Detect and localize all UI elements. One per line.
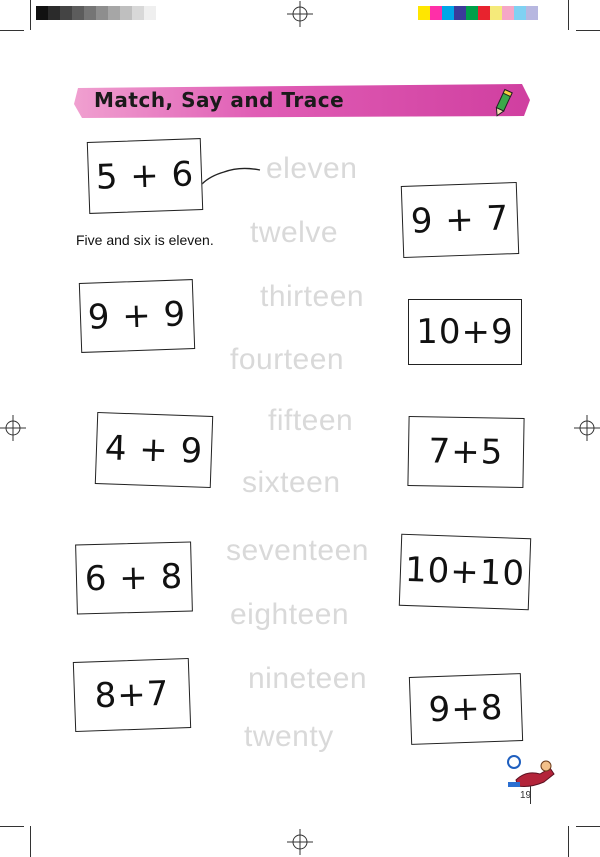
cmyk-color-bar	[418, 6, 538, 20]
crop-mark	[568, 0, 569, 30]
trace-word[interactable]: twenty	[244, 720, 334, 753]
header-banner	[72, 82, 532, 120]
page-number: 19	[520, 790, 532, 801]
crop-mark	[30, 0, 31, 30]
trace-word[interactable]: nineteen	[248, 662, 368, 695]
trace-word[interactable]: fourteen	[230, 343, 345, 376]
pencil-icon	[492, 88, 514, 118]
equation-card-left[interactable]: 6 + 8	[75, 541, 193, 614]
equation-card-right[interactable]: 10+9	[408, 299, 522, 365]
trace-word[interactable]: thirteen	[260, 280, 365, 313]
match-line	[200, 160, 270, 190]
crop-mark	[576, 826, 600, 827]
equation-card-left[interactable]: 8+7	[73, 658, 191, 732]
registration-mark-icon	[287, 1, 313, 27]
example-sentence: Five and six is eleven.	[76, 232, 214, 248]
crop-mark	[568, 826, 569, 857]
equation-card-right[interactable]: 10+10	[399, 534, 531, 610]
trace-word[interactable]: twelve	[250, 216, 339, 249]
trace-word[interactable]: seventeen	[226, 534, 369, 567]
crop-mark	[576, 30, 600, 31]
equation-card-right[interactable]: 7+5	[407, 416, 524, 488]
registration-mark-icon	[0, 415, 26, 441]
trace-word[interactable]: eleven	[266, 152, 358, 185]
crop-mark	[30, 826, 31, 857]
trace-word[interactable]: fifteen	[268, 404, 354, 437]
grayscale-color-bar	[36, 6, 156, 20]
registration-mark-icon	[287, 829, 313, 855]
crop-mark	[0, 826, 24, 827]
soccer-player-mascot-icon	[500, 752, 556, 792]
equation-card-left[interactable]: 5 + 6	[87, 138, 203, 214]
equation-card-left[interactable]: 9 + 9	[79, 279, 195, 353]
trace-word[interactable]: sixteen	[242, 466, 341, 499]
trace-word[interactable]: eighteen	[230, 598, 350, 631]
page-title: Match, Say and Trace	[94, 88, 345, 112]
equation-card-right[interactable]: 9 + 7	[401, 182, 519, 258]
crop-mark	[0, 30, 24, 31]
registration-mark-icon	[574, 415, 600, 441]
equation-card-left[interactable]: 4 + 9	[95, 412, 213, 488]
equation-card-right[interactable]: 9+8	[409, 673, 523, 745]
